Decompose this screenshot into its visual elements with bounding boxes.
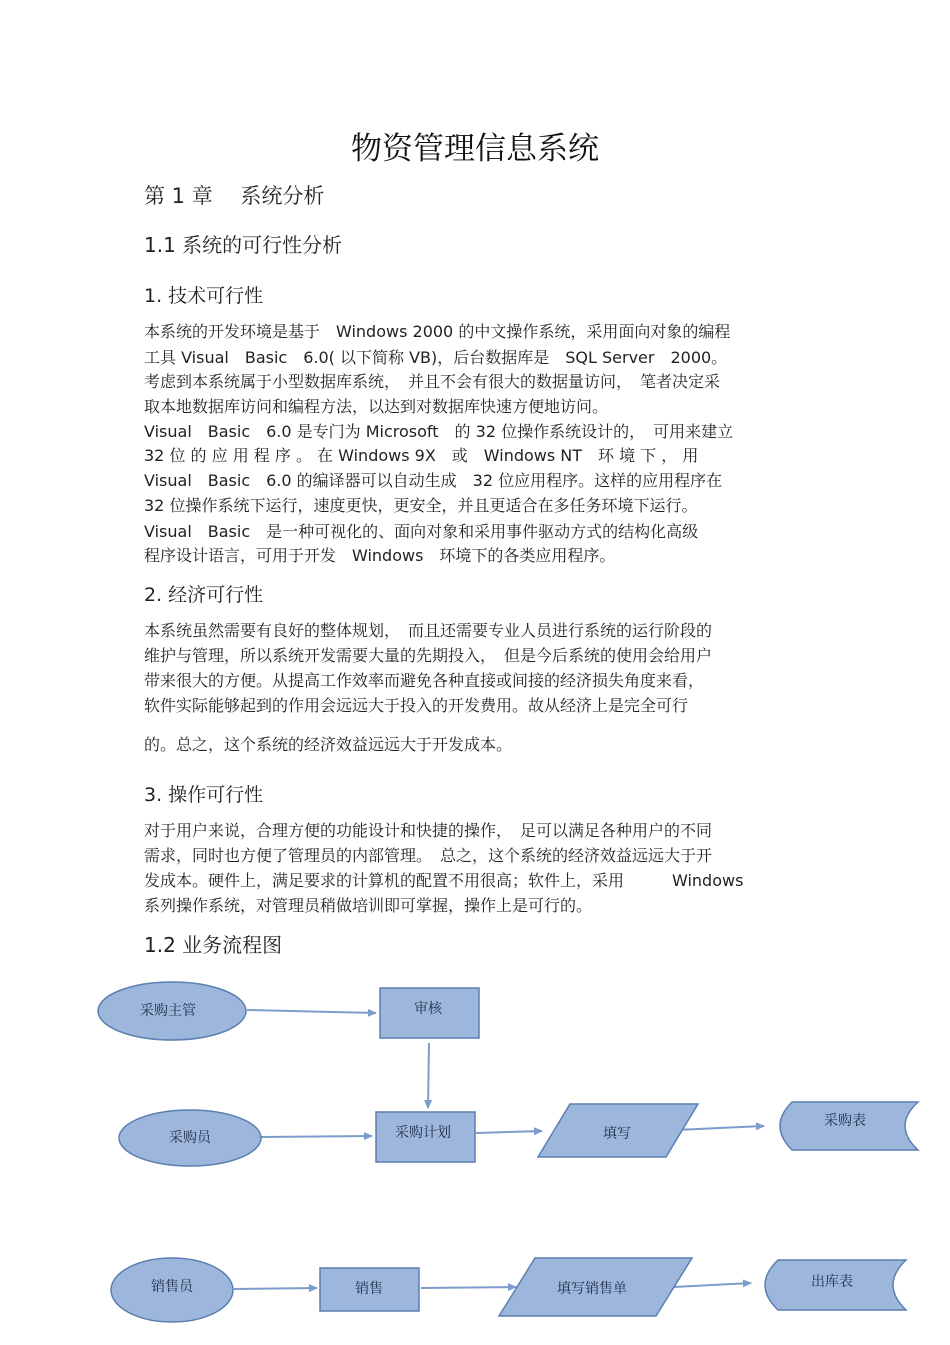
- arrow-xiaoshou-to-tianxiedan: [421, 1287, 516, 1288]
- node-label-tianxie-xiaoshoudan: 填写销售单: [557, 1281, 627, 1297]
- oper-line: 需求，同时也方便了管理员的内部管理。 总之，这个系统的经济效益远远大于开: [144, 846, 713, 865]
- tech-line: 本系统的开发环境是基于 Windows 2000 的中文操作系统，采用面向对象的编程: [144, 322, 731, 341]
- tech-line: Visual Basic 6.0 的编译器可以自动生成 32 位应用程序。这样的应用程序在: [144, 471, 723, 490]
- tech-line: 32 位操作系统下运行，速度更快，更安全，并且更适合在多任务环境下运行。: [144, 496, 698, 515]
- econ-line: 带来很大的方便。从提高工作效率而避免各种直接或间接的经济损失角度来看，: [144, 671, 705, 690]
- node-label-tianxie: 填写: [603, 1126, 631, 1142]
- arrow-shenhe-to-jihua: [428, 1043, 429, 1108]
- tech-line: 取本地数据库访问和编程方法，以达到对数据库快速方便地访问。: [144, 397, 609, 416]
- arrow-caigouyuan-to-jihua: [261, 1136, 372, 1137]
- econ-line: 软件实际能够起到的作用会远远大于投入的开发费用。故从经济上是完全可行: [144, 696, 689, 715]
- section-heading-1-2: 1.2 业务流程图: [144, 933, 283, 957]
- econ-line: 本系统虽然需要有良好的整体规划， 而且还需要专业人员进行系统的运行阶段的: [144, 621, 713, 640]
- arrow-xiaoshouyuan-to-xiaoshou: [234, 1288, 317, 1289]
- oper-feasibility-heading: 3. 操作可行性: [144, 784, 264, 806]
- tech-line: 32 位 的 应 用 程 序 。 在 Windows 9X 或 Windows NT 环 境 下 ， 用: [144, 446, 699, 465]
- node-label-caigou-jihua: 采购计划: [395, 1125, 451, 1141]
- arrow-zhuguan-to-shenhe: [247, 1010, 376, 1013]
- tech-line: 工具 Visual Basic 6.0( 以下简称 VB)，后台数据库是 SQL Server 2000。: [144, 348, 728, 367]
- econ-line: 维护与管理，所以系统开发需要大量的先期投入， 但是今后系统的使用会给用户: [144, 646, 713, 665]
- econ-feasibility-heading: 2. 经济可行性: [144, 584, 264, 606]
- arrow-jihua-to-tianxie: [476, 1131, 542, 1133]
- arrow-tianxie-to-caigoubiao: [676, 1126, 764, 1130]
- node-label-shenhe: 审核: [414, 1001, 442, 1017]
- section-heading-1-1: 1.1 系统的可行性分析: [144, 233, 343, 257]
- node-label-caigou-zhuguan: 采购主管: [140, 1003, 196, 1019]
- oper-line: 系列操作系统，对管理员稍做培训即可掌握，操作上是可行的。: [144, 896, 593, 915]
- oper-line: 对于用户来说，合理方便的功能设计和快捷的操作， 足可以满足各种用户的不同: [144, 821, 713, 840]
- tech-line: 考虑到本系统属于小型数据库系统， 并且不会有很大的数据量访问， 笔者决定采: [144, 372, 721, 391]
- node-label-caigoubiao: 采购表: [824, 1113, 866, 1129]
- node-label-xiaoshouyuan: 销售员: [151, 1279, 193, 1295]
- econ-line: 的。总之，这个系统的经济效益远远大于开发成本。: [144, 735, 513, 754]
- document-title: 物资管理信息系统: [351, 131, 599, 167]
- node-label-chukubiao: 出库表: [811, 1274, 853, 1290]
- chapter-heading: 第 1 章 系统分析: [144, 184, 325, 208]
- tech-feasibility-heading: 1. 技术可行性: [144, 285, 264, 307]
- arrow-tianxiedan-to-chukubiao: [674, 1283, 751, 1287]
- oper-line: 发成本。硬件上，满足要求的计算机的配置不用很高；软件上，采用 Windows: [144, 871, 744, 890]
- tech-line: Visual Basic 是一种可视化的、面向对象和采用事件驱动方式的结构化高级: [144, 522, 699, 541]
- tech-line: Visual Basic 6.0 是专门为 Microsoft 的 32 位操作系统设计的， 可用来建立: [144, 422, 734, 441]
- tech-line: 程序设计语言，可用于开发 Windows 环境下的各类应用程序。: [144, 546, 616, 565]
- node-label-xiaoshou: 销售: [355, 1281, 383, 1297]
- node-label-caigouyuan: 采购员: [169, 1130, 211, 1146]
